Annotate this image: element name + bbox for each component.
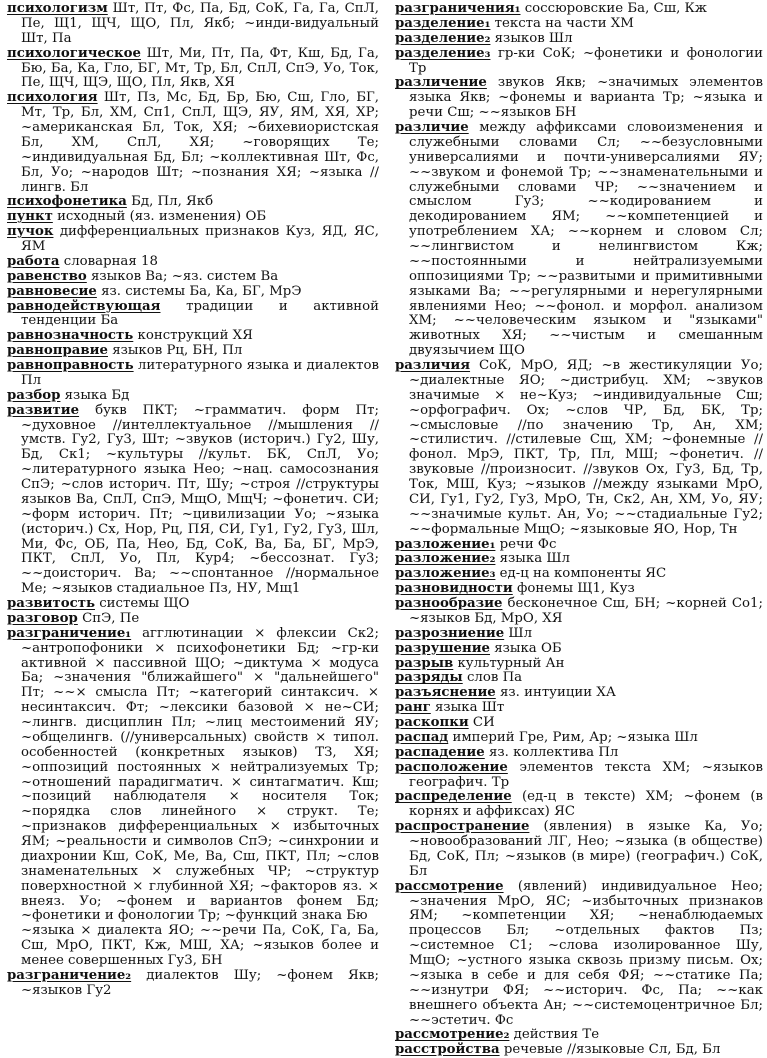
index-entry [395, 1043, 763, 1058]
entry-text: Шт, Пз, Мс, Бд, Бр, Бю, Сш, Гло, БГ, Мт, Тр, Бл, ХМ, Сп1, СпЛ, ЩЭ, ЯУ, ЯМ, ХЯ, ХР; ~американская Бл, Ток, ХЯ; ~бихевиористская Бл, ХМ, СпЛ, ХЯ; ~говорящих Те; ~индивидуальная Бд, Бл; ~коллективная Шт, Фс, Бл, Уо; ~народов Шт; ~познания ХЯ; ~языка //лингв. Бл [21, 90, 379, 195]
index-entry [395, 716, 763, 731]
entry-text: языка Бд [64, 387, 130, 403]
entry-text: (ед-ц в тексте) ХМ; ~фонем (в корнях и аффиксах) ЯС [409, 789, 763, 820]
index-entry [7, 270, 379, 285]
index-entry [395, 2, 763, 17]
index-entry [395, 657, 763, 672]
entry-headword: психологизм [7, 1, 108, 16]
entry-headword: различия [395, 358, 471, 373]
index-entry [395, 597, 763, 627]
entry-text: языков Рц, БН, Пл [112, 343, 243, 359]
entry-headword: психология [7, 90, 98, 106]
entry-text: ед-ц на компоненты ЯС [499, 566, 667, 582]
entry-headword: равновесие [7, 283, 97, 299]
entry-headword: разложение₁ [395, 536, 496, 552]
entry-headword: психологическое [7, 45, 141, 61]
index-entry [395, 567, 763, 582]
index-entry [395, 686, 763, 701]
entry-text: СпЭ, Пе [82, 610, 140, 626]
entry-text: речевые //языковые Сл, Бд, Бл [503, 1042, 721, 1058]
entry-headword: раскопки [395, 715, 469, 730]
left-column [7, 2, 379, 1041]
index-entry [7, 627, 379, 925]
entry-headword: рассмотрение₂ [395, 1027, 510, 1043]
entry-text: СоК, МрО, ЯД; ~в жестикуляции Уо; ~диалектные ЯО; ~дистрибуц. ХМ; ~звуков значимые × не~Куз; ~индивидуальные Сш; ~орфографич. Ох; ~слов ЧР, Бд, БК, Тр; ~смысловые //по значению Тр, Ан, ХМ; ~стилистич. //стилевые Сщ, ХМ; ~фонемные //фонол. МрЭ, ПКТ, Тр, Пл, МШ; ~фонетич. //звуковые //произносит. //звуков Ох, Гу3, Бд, Тр, Ток, МШ, Куз; ~языков //между языками МрО, СИ, Гу1, Гу2, Гу3, МрО, Тн, Ск2, Ан, ХМ, Уо, ЯУ; ~~значимые культ. Ан, Уо; ~~стадиальные Гу2; ~~формальные МщО; ~языковые ЯО, Нор, Тн [409, 358, 763, 537]
index-entry [395, 121, 763, 359]
entry-text: букв ПКТ; ~грамматич. форм Пт; ~духовное //интеллектуальное //мышления //умств. Гу2, Гу3, Шт; ~звуков (историч.) Гу2, Шу, Бд, Ск1; ~культуры //культ. БК, СпЛ, Уо; ~литературного языка Нео; ~нац. самосознания СпЭ; ~слов историч. Пт, Шу; ~строя //структуры языков Ва, СпЛ, СпЭ, МщО, МщЧ; ~фонетич. СИ; ~форм историч. Пт; ~цивилизации Уо; ~языка (историч.) Сх, Нор, Рц, ПЯ, СИ, Гу1, Гу2, Гу3, Шл, Ми, Фс, ОБ, Па, Нео, Бд, СоК, Ва, Ба, БГ, МрЭ, ПКТ, СпЛ, Уо, Пл, Кур4; ~бессознат. Гу3; ~~доисторич. Ва; ~~спонтанное //нормальное Ме; ~языков стадиальное Пз, НУ, Мщ1 [21, 402, 379, 597]
entry-headword: равноправие [7, 343, 108, 359]
entry-text: бесконечное Сш, БН; ~корней Со1; ~языков Бд, МрО, ХЯ [409, 596, 763, 626]
index-entry [7, 969, 379, 999]
entry-headword: расположение [395, 759, 508, 775]
entry-text: языков Шл [494, 30, 573, 46]
index-entry [395, 32, 763, 47]
index-entry [395, 47, 763, 77]
index-entry [7, 225, 379, 255]
entry-text: ~языка × диалекта ЯО; ~~речи Па, СоК, Га, Ба, Сш, МрО, ПКТ, Кж, МШ, ХА; ~языков более и менее совершенных Гу3, БН [21, 923, 379, 968]
entry-text: звуков Якв; ~значимых элементов языка Якв; ~фонемы и варианта Тр; ~языка и речи Сш; ~~языков БН [409, 75, 763, 121]
index-entry [7, 389, 379, 404]
entry-headword: работа [7, 253, 60, 269]
entry-headword: разнообразие [395, 596, 503, 611]
index-entry [395, 552, 763, 567]
index-entry [7, 329, 379, 344]
index-entry [7, 612, 379, 627]
index-entry [395, 671, 763, 686]
entry-text: диалектов Шу; ~фонем Якв; ~языков Гу2 [21, 967, 379, 998]
entry-text: гр-ки СоК; ~фонетики и фонологии Тр [409, 45, 763, 76]
index-entry [7, 47, 379, 92]
entry-text: Шл [508, 625, 533, 641]
entry-text: литературного языка и диалектов Пл [21, 358, 379, 388]
index-entry [7, 300, 379, 330]
entry-headword: разграничения₁ [395, 1, 521, 16]
entry-headword: пучок [7, 224, 54, 240]
entry-text: Бд, Пл, Якб [131, 194, 214, 210]
entry-text: языка ОБ [494, 640, 562, 656]
index-entry [395, 820, 763, 880]
entry-headword: распространение [395, 819, 530, 835]
entry-headword: равенство [7, 268, 87, 284]
entry-headword: разделение₁ [395, 15, 491, 31]
entry-text: яз. коллектива Пл [488, 744, 619, 760]
index-entry [395, 1028, 763, 1043]
entry-headword: разряды [395, 670, 463, 686]
entry-headword: равнодействующая [7, 298, 161, 314]
index-entry [395, 17, 763, 32]
index-entry [395, 731, 763, 746]
index-entry [7, 359, 379, 389]
index-entry [7, 2, 379, 47]
entry-headword: развитие [7, 402, 80, 418]
index-entry [7, 195, 379, 210]
index-entry [395, 627, 763, 642]
entry-text: конструкций ХЯ [137, 328, 253, 344]
entry-text: соссюровские Ба, Сш, Кж [524, 1, 708, 16]
entry-headword: разграничение₁ [7, 625, 132, 641]
index-entry [395, 582, 763, 597]
right-column [395, 1, 764, 1058]
entry-headword: равнозначность [7, 328, 134, 344]
entry-headword: расстройства [395, 1042, 500, 1058]
entry-headword: психофонетика [7, 194, 127, 210]
entry-headword: разрушение [395, 640, 491, 656]
entry-text: империй Гре, Рим, Ар; ~языка Шл [452, 729, 698, 745]
entry-headword: разновидности [395, 581, 513, 597]
entry-headword: разложение₃ [395, 566, 496, 582]
index-entry [395, 76, 763, 121]
entry-text: фонемы Щ1, Куз [517, 581, 635, 597]
entry-headword: различие [395, 120, 469, 135]
entry-headword: разложение₂ [395, 551, 496, 567]
index-entry [395, 880, 763, 1029]
index-entry [7, 210, 379, 225]
entry-headword: пункт [7, 209, 53, 225]
entry-headword: различение [395, 75, 487, 91]
entry-text: яз. системы Ба, Ка, БГ, МрЭ [101, 283, 302, 299]
index-entry [7, 597, 379, 612]
entry-text: слов Па [466, 670, 523, 686]
entry-headword: распад [395, 729, 449, 745]
entry-text: между аффиксами словоизменения и служебными словами Сл; ~~безусловными универсалиями и почти-универсалиями ЯУ; ~~звуком и фонемой Тр; ~~знаменательными и служебными словами ЧР; ~~значением и смыслом Гу3; ~~кодированием и декодированием ЯМ; ~~компетенцией и употреблением ХА; ~~корнем и словом Сл; ~~лингвистом и нелингвистом Кж; ~~постоянными и нейтрализуемыми оппозициями Тр; ~~развитыми и примитивными языками Ва; ~~регулярными и нерегулярными явлениями Нео; ~~фонол. и морфол. анализом ХМ; ~~человеческим языком и "языками" животных ХЯ; ~~чистым и смешанным двуязычием ЩО [409, 120, 763, 359]
index-entry [395, 538, 763, 553]
entry-text: Шт, Пт, Фс, Па, Бд, СоК, Га, Га, СпЛ, Пе, Щ1, ЩЧ, ЩО, Пл, Якб; ~инди-видуальный Шт, Па [21, 1, 379, 46]
entry-headword: разграничение₂ [7, 967, 132, 983]
entry-text: языка Шл [499, 551, 570, 567]
entry-headword: разделение₃ [395, 45, 491, 61]
index-entry [395, 642, 763, 657]
entry-headword: разрозниение [395, 625, 505, 641]
entry-text: (явления) в языке Ка, Уо; ~новообразований ЛГ, Нео; ~языка (в обществе) Бд, СоК, Пл; ~языков (в мире) (географич.) СоК, Бл [409, 819, 764, 879]
entry-text: исходный (яз. изменения) ОБ [57, 209, 267, 225]
index-entry [395, 359, 763, 538]
entry-headword: ранг [395, 700, 431, 716]
entry-text: речи Фс [499, 536, 557, 552]
index-entry [7, 91, 379, 195]
index-entry [7, 285, 379, 300]
entry-text: традиции и активной тенденции Ба [21, 298, 379, 329]
entry-text: системы ЩО [99, 596, 190, 611]
entry-text: элементов текста ХМ; ~языков географич. Тр [409, 759, 764, 790]
entry-headword: разрыв [395, 655, 454, 671]
entry-headword: разговор [7, 610, 78, 626]
index-entry [7, 924, 379, 969]
entry-headword: разъяснение [395, 685, 496, 701]
entry-text: текста на части ХМ [494, 15, 634, 31]
entry-text: яз. интуиции ХА [500, 685, 616, 701]
entry-headword: равноправность [7, 358, 134, 373]
index-entry [395, 761, 763, 791]
entry-headword: распадение [395, 744, 485, 760]
index-entry [7, 344, 379, 359]
index-entry [395, 790, 763, 820]
entry-text: (явлений) индивидуальное Нео; ~значения МрО, ЯС; ~избыточных признаков ЯМ; ~компетенции ХЯ; ~ненаблюдаемых процессов Бл; ~отдельных фактов Пз; ~системное С1; ~слова изолированное Шу, МщО; ~устного языка сквозь призму письм. Ох; ~языка в себе и для себя ФЯ; ~~статике Па; ~~изнутри ФЯ; ~~историч. Фс, Па; ~~как внешнего объекта Ан; ~~системоцентричное Бл; ~~эстетич. Фс [409, 878, 763, 1028]
index-entry [395, 701, 763, 716]
entry-headword: развитость [7, 596, 95, 611]
entry-headword: рассмотрение [395, 878, 504, 894]
entry-text: СИ [472, 715, 495, 730]
entry-text: дифференциальных признаков Куз, ЯД, ЯС, ЯМ [21, 224, 379, 254]
entry-text: Шт, Ми, Пт, Па, Фт, Кш, Бд, Га, Бю, Ба, Ка, Гло, БГ, Мт, Тр, Бл, СпЛ, СпЭ, Уо, Ток, Пе, ЩЧ, ЩЭ, ЩО, Пл, Якв, ХЯ [21, 45, 379, 91]
entry-headword: разбор [7, 387, 61, 403]
entry-text: языка Шт [435, 700, 505, 716]
entry-text: языков Ва; ~яз. систем Ва [91, 268, 279, 284]
page-columns [7, 1, 764, 1058]
entry-text: действия Те [513, 1027, 600, 1043]
index-entry [7, 404, 379, 597]
entry-headword: распределение [395, 789, 512, 805]
entry-text: культурный Ан [457, 655, 565, 671]
index-entry [7, 255, 379, 270]
entry-text: словарная 18 [63, 253, 158, 269]
entry-headword: разделение₂ [395, 30, 491, 46]
entry-text: агглютинации × флексии Ск2; ~антропофоники × психофонетики Бд; ~гр-ки активной × пассивной ЩО; ~диктума × модуса Ба; ~значения "ближайшего" × "дальнейшего" Пт; ~~× смысла Пт; ~категорий синтаксич. × несинтаксич. Фт; ~лексики базовой × не~СИ; ~лингв. дисциплин Пл; ~лиц местоимений ЯУ; ~общелингв. (//универсальных) свойств × типол. особенностей (конкретных языков) ТЗ, ХЯ; ~оппозиций постоянных × нейтрализуемых Тр; ~отношений парадигматич. × синтагматич. Кш; ~позиций наблюдателя × носителя Ток; ~порядка слов линейного × структ. Те; ~признаков дифференциальных × избыточных ЯМ; ~реальности и символов СпЭ; ~синхронии и диахронии Кш, СоК, Ме, Ва, Сш, ПКТ, Пл; ~слов знаменательных × служебных ЧР; ~структур поверхностной × глубинной ХЯ; ~факторов яз. × внеяз. Уо; ~фонем и вариантов фонем Бд; ~фонетики и фонологии Тр; ~функций знака Бю [21, 625, 379, 924]
index-entry [395, 746, 763, 761]
